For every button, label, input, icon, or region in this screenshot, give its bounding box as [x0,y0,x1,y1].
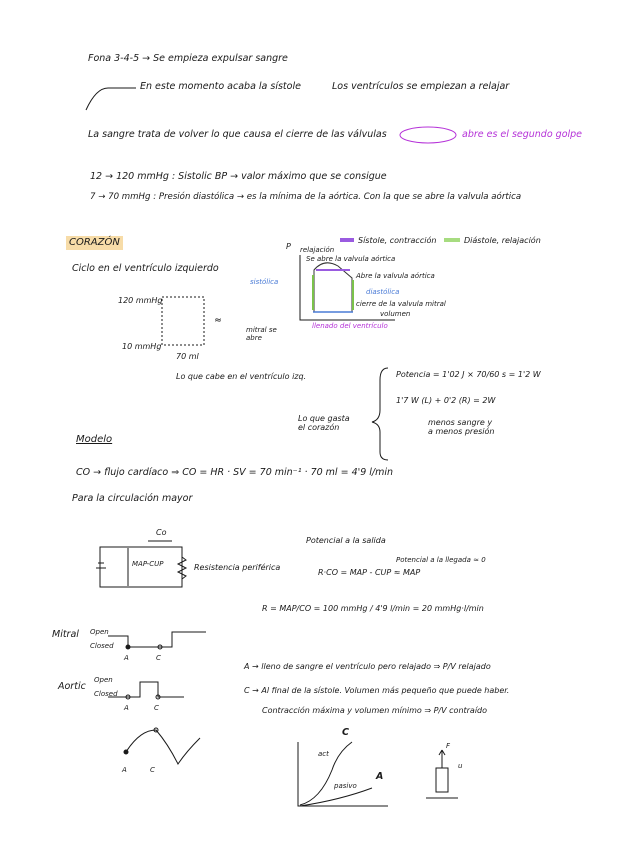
co-line: CO → flujo cardíaco ⇒ CO = HR · SV = 70 min⁻¹ · 70 ml = 4'9 l/min [76,467,394,478]
u-label: u [458,762,463,770]
relajacion-label: relajación [300,246,335,254]
llenado-label: llenado del ventrículo [312,322,388,330]
potencia2-line: 1'7 W (L) + 0'2 (R) = 2W [396,396,496,405]
potencial-salida: Potencial a la salida [306,536,386,545]
force-label: F [446,742,451,750]
legend-sistole: Sístole, contracción [358,236,437,245]
co-circuit-label: Co [156,528,167,537]
potencial-llegada: Potencial a la llegada ≈ 0 [396,556,486,564]
se-abre-label: Se abre la valvula aórtica [306,255,396,263]
pressure-wave [126,730,200,764]
passive-curve [300,788,372,806]
approx-sign: ≈ [214,315,222,326]
a-big-label: A [376,771,384,782]
ventricle-box [162,297,204,345]
c-note: C → Al final de la sístole. Volumen más pequeño que puede haber. [244,686,510,695]
a-note: A → lleno de sangre el ventrículo pero relajado ⇒ P/V relajado [244,662,491,671]
brace [372,368,388,460]
rco-line: R·CO = MAP - CUP ≈ MAP [318,568,421,577]
sistolica-label: sistólica [250,278,279,286]
ventriculos-line: Los ventrículos se empiezan a relajar [332,81,510,92]
p120-label: 120 mmHg [118,296,163,305]
modelo-title: Modelo [76,434,113,445]
mitral-open: Open [90,628,109,636]
p10-label: 10 mmHg [122,342,162,351]
pasivo-label: pasivo [334,782,357,790]
aortic-closed: Closed [94,690,118,698]
mitral-abre-label: mitral se abre [246,326,277,343]
abre-aortica-label: Abre la valvula aórtica [356,272,435,280]
resistencia-label: Resistencia periférica [194,563,281,572]
abre-line: abre es el segundo golpe [462,129,583,140]
aortic-timing [108,682,184,697]
wave-a: A [122,766,127,774]
c-note2: Contracción máxima y volumen mínimo ⇒ P/V contraído [262,706,488,715]
muscle-block [436,768,448,792]
diastolic-line: 7 → 70 mmHg : Presión diastólica → es la mínima de la aórtica. Con la que se abre la valvula aórtica [90,192,522,202]
momento-line: En este momento acaba la sístole [140,81,301,92]
aortic-label: Aortic [58,681,86,692]
cabe-label: Lo que cabe en el ventrículo izq. [176,372,307,381]
volumen-label: volumen [380,310,411,318]
gasta-label: Lo que gasta el corazón [298,414,350,433]
pv-loop-sketch [314,263,352,312]
pressure-rise-sketch [86,88,122,110]
mitral-closed: Closed [90,642,114,650]
p-axis-label: P [286,242,291,251]
para-line: Para la circulación mayor [72,493,193,504]
cierre-mitral-label: cierre de la valvula mitral [356,300,446,308]
legend-diastole: Diástole, relajación [464,236,541,245]
pv-curve-axes [298,742,388,806]
potencia-line: Potencia = 1'02 J × 70/60 s = 1'2 W [396,370,541,379]
aortic-c: C [154,704,159,712]
mitral-label: Mitral [52,629,79,640]
sistolic-line: 12 → 120 mmHg : Sistolic BP → valor máximo que se consigue [90,171,387,182]
mitral-a: A [124,654,129,662]
wave-c: C [150,766,155,774]
mitral-timing [108,632,206,647]
ciclo-label: Ciclo en el ventrículo izquierdo [72,263,219,274]
act-label: act [318,750,329,758]
valve-lens-sketch [400,127,456,143]
mitral-c: C [156,654,161,662]
map-cup-label: MAP-CUP [132,560,164,568]
menos-label: menos sangre y a menos presión [428,418,495,437]
ml70-label: 70 ml [176,352,199,361]
diastolica-label: diastólica [366,288,400,296]
aortic-open: Open [94,676,113,684]
sangre-line: La sangre trata de volver lo que causa el cierre de las válvulas [88,129,387,140]
fase-line: Fona 3-4-5 → Se empieza expulsar sangre [88,53,288,64]
c-big-label: C [342,727,349,738]
r-formula: R = MAP/CO = 100 mmHg / 4'9 l/min = 20 mmHg·l/min [262,604,484,613]
aortic-a: A [124,704,129,712]
corazon-title: CORAZÓN [66,236,123,250]
resistor [178,557,186,579]
